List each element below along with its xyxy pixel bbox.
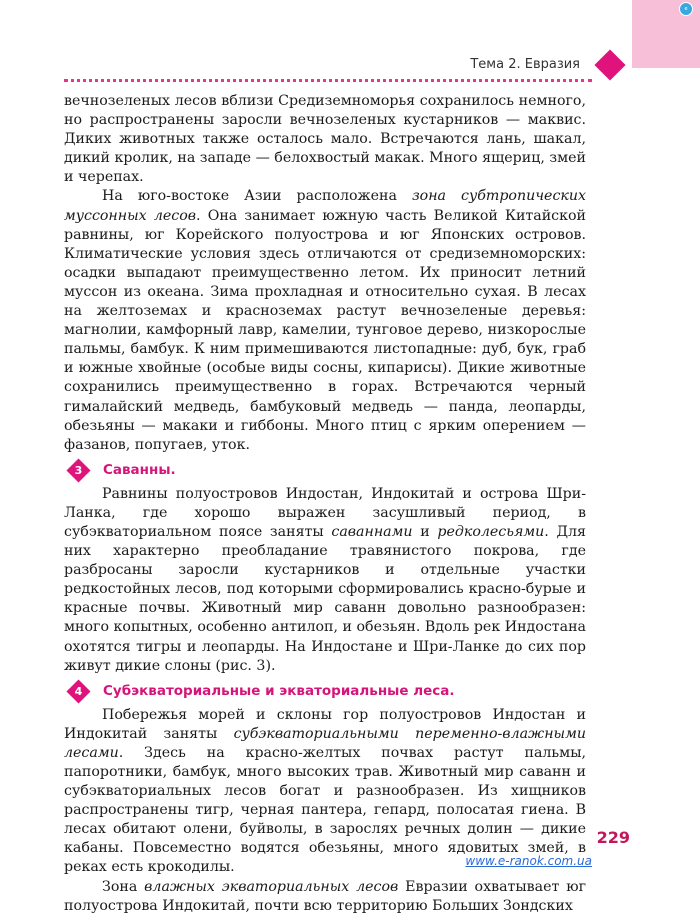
header-divider	[64, 79, 592, 82]
paragraph: Побережья морей и склоны гор полуостровов Индостан и Индокитай заняты субэкваториальными переменно-влажными лесами. Здесь на красно-желтых почвах растут пальмы, папоротники, бамбук, много высоких трав. Животный мир саванн и субэкваториальных лесов богат и разнообразен. Из хищников распространены тигр, черная пантера, гепард, полосатая гиена. В лесах обитают олени, буйволы, в зарослях речных долин — дикие кабаны. Повсеместно водятся обезьяны, много ядовитых змей, в реках есть крокодилы.	[64, 706, 586, 876]
paragraph: Зона влажных экваториальных лесов Евразии охватывает юг полуострова Индокитай, почти всю территорию Больших Зондских	[64, 878, 586, 914]
paragraph: На юго-востоке Азии расположена зона субтропических муссонных лесов. Она занимает южную часть Великой Китайской равнины, юг Корейского полуострова и юг Японских островов. Климатические условия здесь отличаются от средиземноморских: осадки выпадают преимущественно летом. Их приносит летний муссон из океана. Зима прохладная и относительно сухая. В лесах на желтоземах и красноземах растут вечнозеленые деревья: магнолии, камфорный лавр, камелии, тунговое дерево, низкорослые пальмы, бамбук. К ним примешиваются листопадные: дуб, бук, граб и южные хвойные (особые виды сосны, кипарисы). Дикие животные сохранились преимущественно в горах. Встречаются черный гималайский медведь, бамбуковый медведь — панда, леопарды, обезьяны — макаки и гиббоны. Много птиц с ярким оперением — фазанов, попугаев, уток.	[64, 188, 586, 453]
website-link[interactable]: www.e-ranok.com.ua	[465, 854, 592, 868]
section-number-badge: 4	[66, 680, 90, 704]
section-title: Саванны.	[103, 462, 176, 479]
page-number: 229	[596, 828, 630, 847]
section-heading	[64, 459, 586, 483]
term: влажных экваториальных лесов	[144, 878, 399, 895]
term: саваннами	[331, 523, 413, 540]
term: субэкваториальными переменно-влажными лесами	[64, 725, 586, 761]
term: зона субтропических муссонных лесов	[64, 188, 586, 224]
topic-header: Тема 2. Евразия	[470, 57, 580, 72]
diamond-icon	[594, 49, 625, 80]
globe-icon: e	[679, 2, 693, 16]
section-heading	[64, 680, 586, 704]
page-body	[64, 92, 586, 916]
section-number-badge: 3	[66, 459, 90, 483]
term: редколесьями	[437, 523, 545, 540]
paragraph: вечнозеленых лесов вблизи Средиземноморья сохранилось немного, но распространены заросли вечнозеленых кустарников — маквис. Диких животных также осталось мало. Встречаются лань, шакал, дикий кролик, на западе — белохвостый макак. Много ящериц, змей и черепах.	[64, 93, 586, 186]
section-title: Субэкваториальные и экваториальные леса.	[103, 683, 455, 700]
publisher-logo	[676, 2, 696, 16]
paragraph: Равнины полуостровов Индостан, Индокитай и острова Шри-Ланка, где хорошо выражен засушливый период, в субэкваториальном поясе заняты саваннами и редколесьями. Для них характерно преобладание травянистого покрова, где разбросаны заросли кустарников и отдельные участки редкостойных лесов, под которыми сформировались красно-бурые и красные почвы. Животный мир саванн довольно разнообразен: много копытных, особенно антилоп, и обезьян. Вдоль рек Индостана охотятся тигры и леопарды. На Индостане и Шри-Ланке до сих пор живут дикие слоны (рис. 3).	[64, 485, 586, 674]
